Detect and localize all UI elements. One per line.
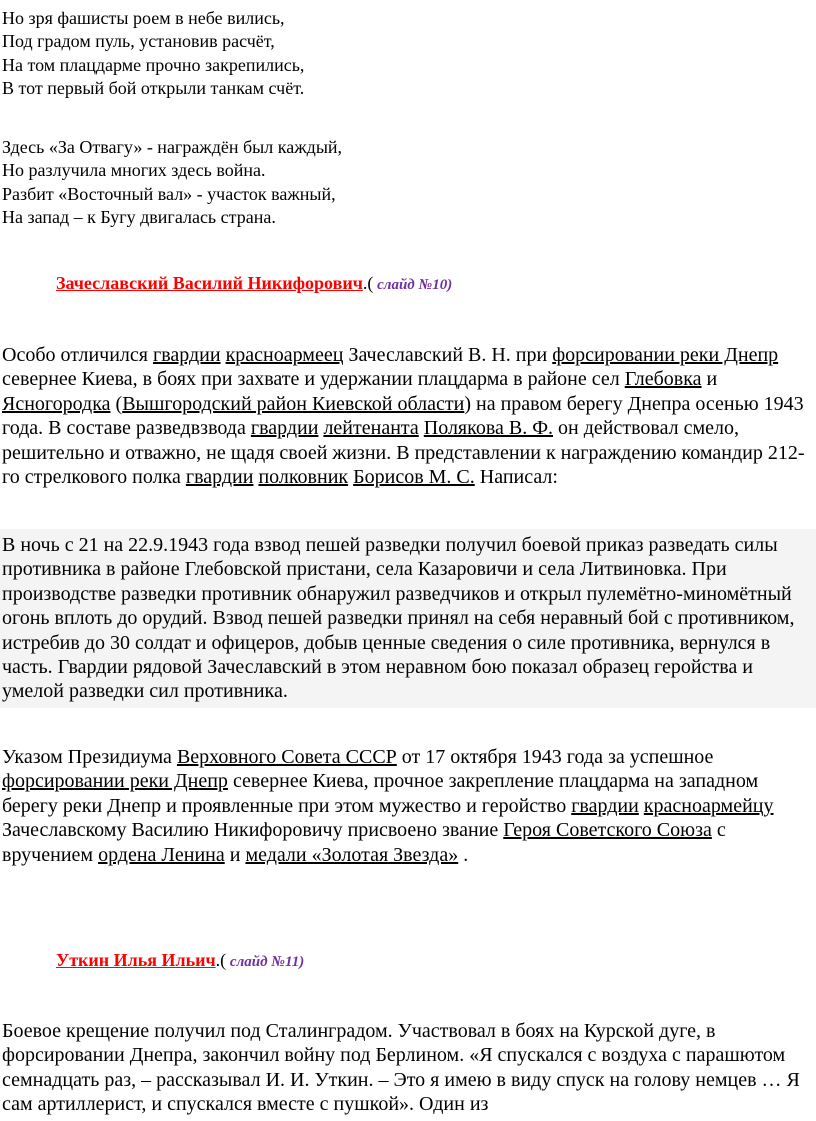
poem-line: На том плацдарме прочно закрепились, (2, 54, 305, 75)
paragraph-utkin: Боевое крещение получил под Сталинградом. Участвовал в боях на Курской дуге, в форсировании Днепра, закончил войну под Берлином. «Я спускался с воздуха с парашютом семнадцать раз, – рассказывал И. И. Уткин. – Это я имею в виду спуск на голову немцев … Я сам артиллерист, и спускался вместе с пушкой». Один из (2, 1020, 800, 1116)
link-borisov[interactable]: Борисов М. С. (353, 466, 475, 489)
slide-label: слайд №11) (226, 954, 305, 970)
link-lieutenant[interactable]: лейтенанта (323, 417, 419, 440)
poem-line: Но разлучила многих здесь война. (2, 160, 266, 181)
text: и (224, 843, 246, 866)
link-supreme-soviet[interactable]: Верховного Совета СССР (176, 746, 397, 768)
award-citation-quote: В ночь с 21 на 22.9.1943 года взвод пешей разведки получил боевой приказ разведать силы противника в районе Глебовской пристани, села Казаровичи и села Литвиновка. При производстве разведки противник обнаружил разведчиков и открыл пулемётно-миномётный огонь вплоть до орудий. Взвод пешей разведки принял на себя неравный бой с противником, истребив до 30 солдат и офицеров, добыв ценные сведения о силе противника, вернулся в часть. Гвардии рядовой Зачеславский в этом неравном бою показал образец геройства и умелой разведки сил противника. (0, 529, 816, 708)
text: севернее Киева, прочное закрепление плацдарма на западном берегу реки Днепр и проявленные при этом мужество и геройство (2, 770, 759, 817)
poem-stanza-1 (0, 7, 816, 101)
text: севернее Киева, в боях при захвате и удержании плацдарма в районе сел (2, 368, 625, 391)
link-glebovka[interactable]: Глебовка (624, 368, 702, 391)
text: и (701, 368, 718, 391)
link-order-of-lenin[interactable]: ордена Ленина (98, 843, 225, 866)
hero-name: Уткин Илья Ильич (56, 950, 216, 970)
link-red-army-soldier[interactable]: красноармеец (225, 344, 344, 366)
link-hero-soviet-union[interactable]: Героя Советского Союза (503, 819, 712, 842)
text: Особо отличился (2, 344, 153, 366)
poem-line: Разбит «Восточный вал» - участок важный, (2, 183, 336, 204)
text: . (458, 843, 469, 866)
heading-punct: .( (215, 950, 227, 970)
link-gold-star-medal[interactable]: медали «Золотая Звезда» (245, 843, 459, 866)
text: Указом Президиума (2, 746, 177, 768)
link-red-army-soldier[interactable]: красноармейцу (643, 794, 774, 817)
text: Зачеславский В. Н. при (343, 344, 553, 366)
text: с вручением (2, 819, 726, 866)
text: Написал: (474, 466, 558, 489)
text: от 17 октября 1943 года за успешное (396, 746, 714, 768)
link-guard[interactable]: гвардии (571, 794, 639, 817)
poem-line: В тот первый бой открыли танкам счёт. (2, 78, 305, 99)
poem-line: Здесь «За Отвагу» - награждён был каждый, (2, 137, 343, 157)
slide-label: слайд №10) (373, 277, 453, 293)
link-guard[interactable]: гвардии (185, 466, 254, 489)
text: он действовал смело, решительно и отважно, не щадя своей жизни. В представлении к награждению командир 212-го стрелкового полка (2, 417, 805, 489)
link-colonel[interactable]: полковник (258, 466, 349, 489)
link-dnieper-crossing[interactable]: форсировании реки Днепр (552, 344, 779, 366)
text: Зачеславскому Василию Никифоровичу присвоено звание (2, 819, 504, 842)
paragraph-feat (0, 343, 816, 489)
poem-line: На запад – к Бугу двигалась страна. (2, 207, 276, 228)
hero-heading-2 (0, 949, 816, 973)
link-dnieper-crossing[interactable]: форсировании реки Днепр (2, 770, 228, 793)
hero-name: Зачеславский Василий Никифорович (56, 273, 363, 293)
poem-stanza-2 (0, 136, 816, 230)
poem-line: Но зря фашисты роем в небе вились, (2, 8, 285, 28)
link-polyakov[interactable]: Полякова В. Ф. (423, 417, 554, 440)
text: ) на правом берегу Днепра осенью 1943 года. В составе разведвзвода (2, 392, 804, 440)
poem-line: Под градом пуль, установив расчёт, (2, 31, 275, 52)
link-vyshgorod-district[interactable]: Вышгородский район Киевской области (122, 392, 465, 415)
link-guard[interactable]: гвардии (152, 344, 221, 366)
text: ( (110, 392, 123, 415)
link-guard[interactable]: гвардии (250, 417, 319, 440)
heading-punct: .( (362, 273, 374, 293)
link-yasnogorodka[interactable]: Ясногородка (2, 392, 111, 415)
hero-heading-1 (0, 272, 816, 296)
paragraph-award (0, 745, 816, 867)
